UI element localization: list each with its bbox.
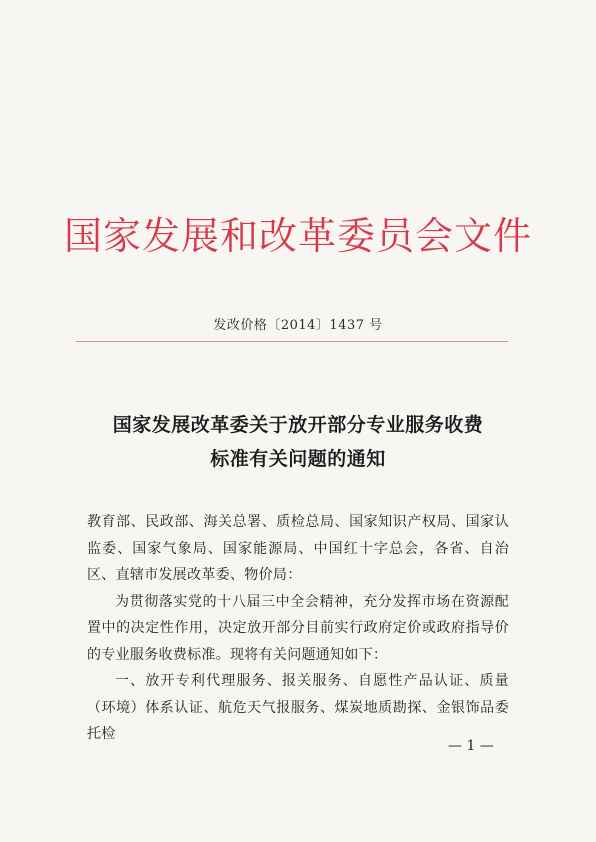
document-subject — [0, 408, 596, 476]
item-one-paragraph: 一、放开专利代理服务、报关服务、自愿性产品认证、质量（环境）体系认证、航危天气报服务、煤炭地质勘探、金银饰品委托检 — [87, 673, 509, 742]
document-number: 发改价格〔2014〕1437 号 — [213, 318, 383, 333]
subject-line-2: 标准有关问题的通知 — [210, 448, 386, 470]
issuing-authority-title: 国家发展和改革委员会文件 — [63, 214, 532, 258]
addressees-paragraph: 教育部、民政部、海关总署、质检总局、国家知识产权局、国家认监委、国家气象局、国家能源局、中国红十字总会，各省、自治区、直辖市发展改革委、物价局： — [87, 514, 509, 583]
red-separator-line — [76, 341, 508, 342]
document-body — [87, 509, 509, 748]
subject-line-1: 国家发展改革委关于放开部分专业服务收费 — [112, 414, 484, 436]
page-number: — 1 — — [448, 738, 494, 754]
intro-paragraph: 为贯彻落实党的十八届三中全会精神，充分发挥市场在资源配置中的决定性作用，决定放开部分目前实行政府定价或政府指导价的专业服务收费标准。现将有关问题通知如下： — [87, 593, 509, 663]
